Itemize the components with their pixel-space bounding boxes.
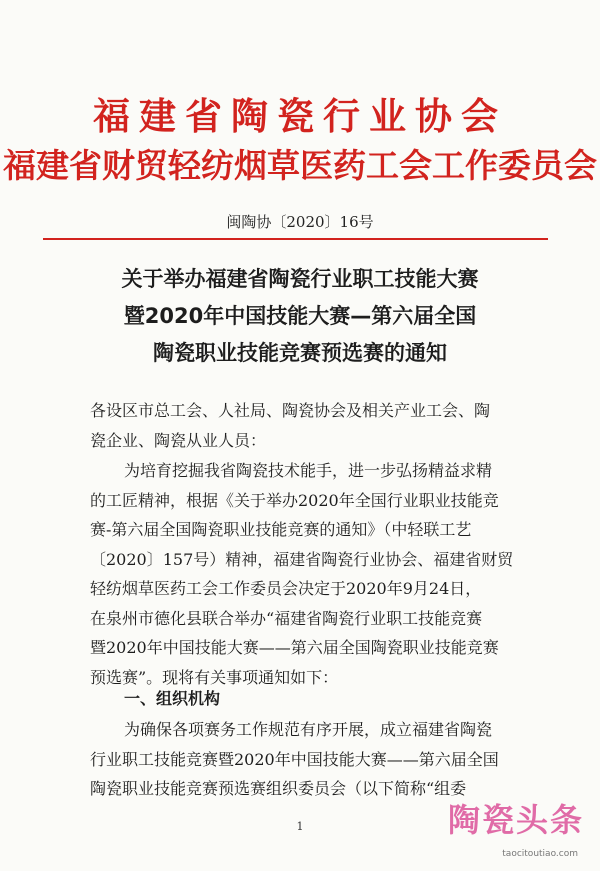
addressee-line: 瓷企业、陶瓷从业人员： [90,430,267,450]
paragraph-line: 为培育挖掘我省陶瓷技术能手，进一步弘扬精益求精 [124,461,493,480]
section-heading-organization: 一、组织机构 [124,689,221,708]
document-number: 闽陶协〔2020〕16号 [226,213,374,231]
issuer-name-secondary: 福建省财贸轻纺烟草医药工会工作委员会 [3,146,597,185]
document-title-line-1: 关于举办福建省陶瓷行业职工技能大赛 [121,267,479,291]
paragraph-line: 轻纺烟草医药工会工作委员会决定于2020年9月24日， [90,579,482,598]
page-number: 1 [296,820,304,833]
addressee-block [90,396,552,455]
paragraph-line: 赛-第六届全国陶瓷职业技能竞赛的通知》（中轻联工艺 [90,520,472,539]
paragraph-line: 〔2020〕157号）精神，福建省陶瓷行业协会、福建省财贸 [90,549,514,569]
issuer-name-primary: 福建省陶瓷行业协会 [93,94,507,138]
addressee-line: 各设区市总工会、人社局、陶瓷协会及相关产业工会、陶 [90,401,491,420]
document-title-line-2: 暨2020年中国技能大赛—第六届全国 [123,304,477,328]
document-title-line-3: 陶瓷职业技能竞赛预选赛的通知 [153,341,447,365]
paragraph-line: 为确保各项赛务工作规范有序开展，成立福建省陶瓷 [124,720,493,739]
paragraph-line: 的工匠精神，根据《关于举办2020年全国行业职业技能竞 [90,490,499,510]
organization-paragraph [90,715,552,804]
watermark-url: taocitoutiao.com [502,849,578,859]
watermark-logo: 陶瓷头条 [447,801,584,839]
intro-paragraph [90,456,552,692]
paragraph-line: 预选赛”。现将有关事项通知如下： [90,667,339,687]
paragraph-line: 在泉州市德化县联合举办“福建省陶瓷行业职工技能竞赛 [90,608,483,628]
header-divider [43,238,548,240]
paragraph-line: 行业职工技能竞赛暨2020年中国技能大赛——第六届全国 [90,749,499,769]
paragraph-line: 陶瓷职业技能竞赛预选赛组织委员会（以下简称“组委 [90,779,467,798]
paragraph-line: 暨2020年中国技能大赛——第六届全国陶瓷职业技能竞赛 [90,638,499,657]
